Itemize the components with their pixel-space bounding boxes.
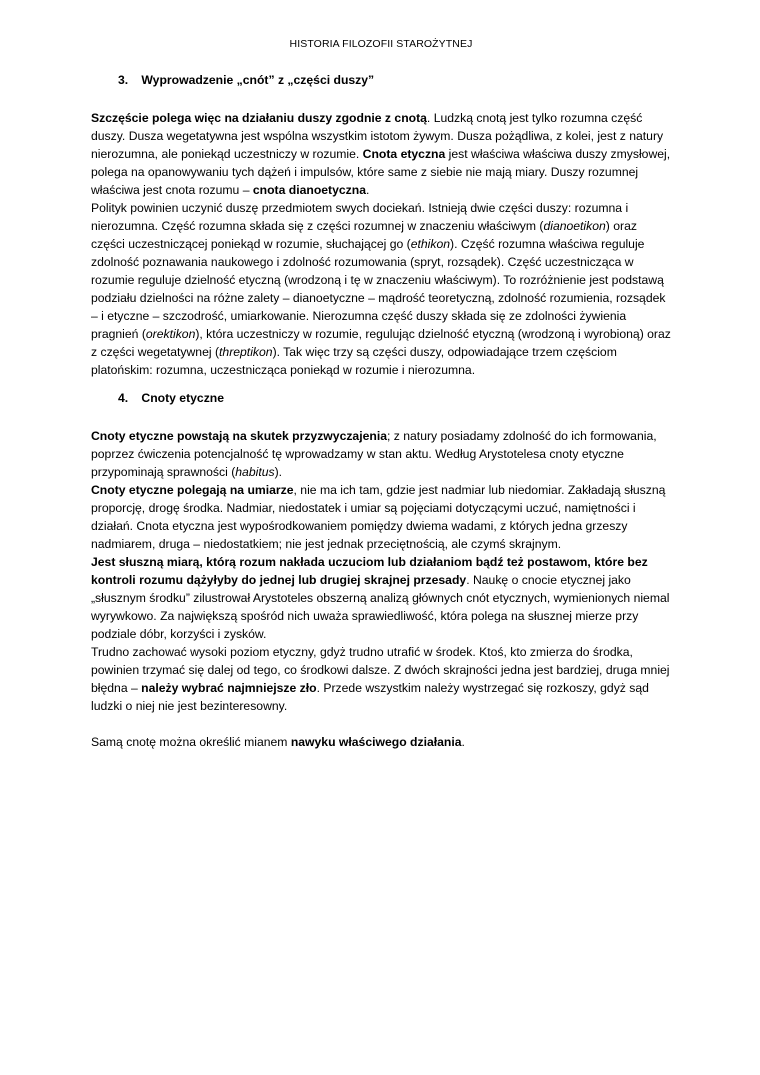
bold-text: Szczęście polega więc na działaniu duszy zgodnie z cnotą <box>91 111 427 125</box>
bold-text: Cnota etyczna <box>362 147 446 161</box>
body-text: jest właściwa właściwa duszy zmysłowej, polega na opanowywaniu tych dążeń i impulsów, które same z siebie nie mają miary. Duszy rozumnej właściwa jest cnota rozumu – <box>91 147 671 197</box>
section-3-paragraph-2 <box>91 199 671 379</box>
section-4-title: Cnoty etyczne <box>141 391 225 405</box>
body-text: ). Część rozumna właściwa reguluje zdolność poznawania naukowego i zdolność rozumowania (spryt, rozsądek). Część uczestnicząca w rozumie reguluje dzielność etyczną (wrodzoną i tę w znaczeniu właściwym). To rozróżnienie jest podstawą podziału dzielności na różne zalety – dianoetyczne – mądrość teoretyczną, zdolność rozumienia, rozsądek – i etyczne – szczodrość, umiarkowanie. Nierozumna część duszy składa się ze zdolności żywienia pragnień ( <box>91 237 666 341</box>
body-text: Polityk powinien uczynić duszę przedmiotem swych dociekań. Istnieją dwie części duszy: rozumna i nierozumna. Część rozumna składa się z części rozumnej w znaczeniu właściwym ( <box>91 201 629 233</box>
italic-term: threptikon <box>219 345 273 359</box>
body-text: . <box>461 735 465 749</box>
section-3-heading <box>118 71 671 89</box>
section-4-heading <box>118 389 671 407</box>
body-text: ), która uczestniczy w rozumie, regulując dzielność etyczną (wrodzoną i wyrobioną) oraz z części wegetatywnej ( <box>91 327 671 359</box>
section-4-number: 4. <box>118 391 129 405</box>
running-header: HISTORIA FILOZOFII STAROŻYTNEJ <box>289 38 473 50</box>
section-3-paragraph-1 <box>91 109 671 199</box>
italic-term: orektikon <box>145 327 196 341</box>
body-text: ; z natury posiadamy zdolność do ich formowania, poprzez ćwiczenia potencjalność tę wprowadzamy w stan aktu. Według Arystotelesa cnoty etyczne przypominają sprawności ( <box>91 429 657 479</box>
body-text: . <box>366 183 370 197</box>
section-3-title: Wyprowadzenie „cnót” z „części duszy” <box>141 73 375 87</box>
body-text: , nie ma ich tam, gdzie jest nadmiar lub niedomiar. Zakładają słuszną proporcję, drogę środka. Nadmiar, niedostatek i umiar są pojęciami dotyczącymi uczuć, namiętności i działań. Cnota etyczna jest wypośrodkowaniem pomiędzy dwiema wadami, z których jedna grzeszy nadmiarem, druga – niedostatkiem; nie jest jednak przeciętnością, ale czymś skrajnym. <box>91 483 666 551</box>
body-text: . Przede wszystkim należy wystrzegać się rozkoszy, gdyż sąd ludzki o niej nie jest bezinteresowny. <box>91 681 649 713</box>
document-page <box>91 36 671 751</box>
italic-term: habitus <box>235 465 275 479</box>
italic-term: dianoetikon <box>543 219 606 233</box>
body-text: . Naukę o cnocie etycznej jako „słusznym środku” zilustrował Arystoteles obszerną analizą głównych cnót etycznych, wymienionych niemal wyrywkowo. Za największą spośród nich uważa sprawiedliwość, która polega na słusznej mierze przy podziale dóbr, korzyści i zysków. <box>91 573 670 641</box>
italic-term: ethikon <box>410 237 451 251</box>
bold-text: należy wybrać najmniejsze zło <box>141 681 317 695</box>
section-3-number: 3. <box>118 73 129 87</box>
section-4-paragraph-3 <box>91 553 671 643</box>
body-text: Samą cnotę można określić mianem <box>91 735 291 749</box>
body-text: ). <box>274 465 283 479</box>
section-4-paragraph-4 <box>91 643 671 715</box>
body-text: ). Tak więc trzy są części duszy, odpowiadające trzem częściom platońskim: rozumna, uczestnicząca poniekąd w rozumie i nierozumna. <box>91 345 617 377</box>
bold-text: Cnoty etyczne powstają na skutek przyzwyczajenia <box>91 429 387 443</box>
section-4-paragraph-5 <box>91 733 671 751</box>
section-4-paragraph-2 <box>91 481 671 553</box>
body-text: ) oraz części uczestniczącej poniekąd w rozumie, słuchającej go ( <box>91 219 637 251</box>
body-text: . Ludzką cnotą jest tylko rozumna część duszy. Dusza wegetatywna jest wspólna wszystkim istotom żywym. Dusza pożądliwa, z kolei, jest z natury nierozumna, ale poniekąd uczestniczy w rozumie. <box>91 111 664 161</box>
bold-text: cnota dianoetyczna <box>252 183 366 197</box>
section-4-paragraph-1 <box>91 427 671 481</box>
bold-text: Cnoty etyczne polegają na umiarze <box>91 483 294 497</box>
body-text: Trudno zachować wysoki poziom etyczny, gdyż trudno utrafić w środek. Ktoś, kto zmierza do środka, powinien trzymać się dalej od tego, co środkowi dalsze. Z dwóch skrajności jedna jest bardziej, druga mniej błędna – <box>91 645 670 695</box>
bold-text: Jest słuszną miarą, którą rozum nakłada uczuciom lub działaniom bądź też postawom, które bez kontroli rozumu dążyłyby do jednej lub drugiej skrajnej przesady <box>91 555 648 587</box>
bold-text: nawyku właściwego działania <box>290 735 462 749</box>
